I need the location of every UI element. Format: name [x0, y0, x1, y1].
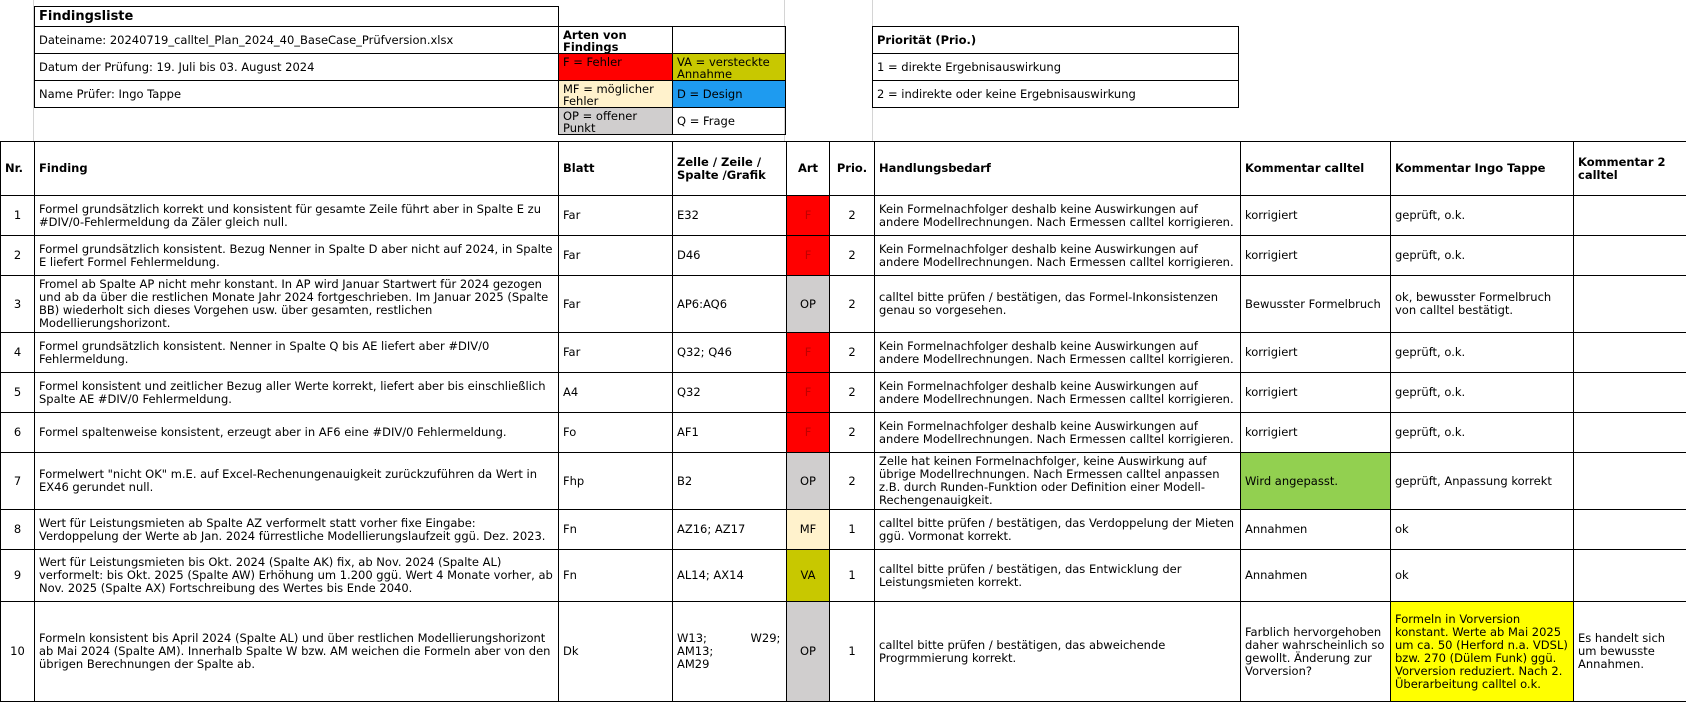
priority-1: 1 = direkte Ergebnisauswirkung — [872, 53, 1239, 81]
row-prio: 2 — [830, 453, 875, 510]
row-nr: 5 — [1, 373, 35, 413]
row-kommentar-tappe: ok — [1391, 510, 1574, 550]
row-kommentar-tappe: Formeln in Vorversion konstant. Werte ab Mai 2025 um ca. 50 (Herford n.a. VDSL) bzw. 270 (Dülem Funk) ggü. Vorversion reduziert. Nach 2. Überarbeitung calltel o.k. — [1391, 602, 1574, 702]
row-finding: Formel grundsätzlich konsistent. Bezug Nenner in Spalte D aber nicht auf 2024, in Spalte E liefert Formel Fehlermeldung. — [35, 236, 559, 276]
row-handlung: calltel bitte prüfen / bestätigen, das Verdoppelung der Mieten ggü. Vormonat korrekt. — [875, 510, 1241, 550]
col-header-handlung: Handlungsbedarf — [875, 142, 1241, 196]
table-row — [1, 333, 1686, 373]
table-row — [1, 413, 1686, 453]
row-blatt: Far — [559, 333, 673, 373]
row-art: VA — [787, 550, 830, 602]
row-nr: 6 — [1, 413, 35, 453]
table-row — [1, 602, 1686, 702]
col-header-blatt: Blatt — [559, 142, 673, 196]
row-handlung: calltel bitte prüfen / bestätigen, das abweichende Progrmmierung korrekt. — [875, 602, 1241, 702]
row-kommentar2-calltel — [1574, 196, 1686, 236]
row-zelle: AF1 — [673, 413, 787, 453]
sheet-title: Findingsliste — [34, 6, 559, 27]
row-finding: Fromel ab Spalte AP nicht mehr konstant. In AP wird Januar Startwert für 2024 gezogen und ab da über die restlichen Monate Jahr 2024 fortgeschrieben. Im Januar 2025 (Spalte BB) wiederholt sich dieses Vorgehen usw. über gesamten, restlichen Modellierungshorizont. — [35, 276, 559, 333]
row-art: F — [787, 373, 830, 413]
row-handlung: Kein Formelnachfolger deshalb keine Auswirkungen auf andere Modellrechnungen. Nach Ermessen calltel korrigieren. — [875, 373, 1241, 413]
table-row — [1, 453, 1686, 510]
row-art: MF — [787, 510, 830, 550]
row-kommentar-tappe: geprüft, o.k. — [1391, 333, 1574, 373]
row-kommentar2-calltel: Es handelt sich um bewusste Annahmen. — [1574, 602, 1686, 702]
row-blatt: Dk — [559, 602, 673, 702]
finding-types-title-spacer — [672, 26, 786, 54]
row-finding: Formeln konsistent bis April 2024 (Spalte AL) und über restlichen Modellierungshorizont ab Mai 2024 (Spalte AM). Innerhalb Spalte W bzw. AM weichen die Formeln aber von den übrigen Berechnungen der Spalte ab. — [35, 602, 559, 702]
reviewer-name: Name Prüfer: Ingo Tappe — [34, 80, 559, 108]
row-nr: 7 — [1, 453, 35, 510]
row-nr: 10 — [1, 602, 35, 702]
row-blatt: Fo — [559, 413, 673, 453]
row-zelle: AL14; AX14 — [673, 550, 787, 602]
review-date: Datum der Prüfung: 19. Juli bis 03. August 2024 — [34, 53, 559, 81]
row-art: F — [787, 413, 830, 453]
col-header-kommentar-calltel: Kommentar calltel — [1241, 142, 1391, 196]
finding-types-title: Arten von Findings — [558, 26, 673, 54]
row-kommentar-calltel: korrigiert — [1241, 373, 1391, 413]
row-kommentar-tappe: ok, bewusster Formelbruch von calltel bestätigt. — [1391, 276, 1574, 333]
priority-2: 2 = indirekte oder keine Ergebnisauswirkung — [872, 80, 1239, 108]
row-nr: 9 — [1, 550, 35, 602]
row-finding: Formel spaltenweise konsistent, erzeugt aber in AF6 eine #DIV/0 Fehlermeldung. — [35, 413, 559, 453]
row-handlung: calltel bitte prüfen / bestätigen, das Formel-Inkonsistenzen genau so vorgesehen. — [875, 276, 1241, 333]
row-handlung: Kein Formelnachfolger deshalb keine Auswirkungen auf andere Modellrechnungen. Nach Ermessen calltel korrigieren. — [875, 333, 1241, 373]
table-row — [1, 550, 1686, 602]
row-zelle: AZ16; AZ17 — [673, 510, 787, 550]
legend-q: Q = Frage — [672, 107, 786, 135]
row-kommentar-calltel: Bewusster Formelbruch — [1241, 276, 1391, 333]
col-header-kommentar2-calltel: Kommentar 2 calltel — [1574, 142, 1686, 196]
row-kommentar2-calltel — [1574, 236, 1686, 276]
row-kommentar2-calltel — [1574, 413, 1686, 453]
table-row — [1, 196, 1686, 236]
row-finding: Formel grundsätzlich korrekt und konsistent für gesamte Zeile führt aber in Spalte E zu #DIV/0-Fehlermeldung da Zäler gleich null. — [35, 196, 559, 236]
row-kommentar-calltel: Annahmen — [1241, 550, 1391, 602]
row-kommentar-tappe: geprüft, o.k. — [1391, 373, 1574, 413]
row-handlung: calltel bitte prüfen / bestätigen, das Entwicklung der Leistungsmieten korrekt. — [875, 550, 1241, 602]
col-header-kommentar-tappe: Kommentar Ingo Tappe — [1391, 142, 1574, 196]
row-zelle: E32 — [673, 196, 787, 236]
row-kommentar2-calltel — [1574, 453, 1686, 510]
row-zelle: Q32 — [673, 373, 787, 413]
row-nr: 2 — [1, 236, 35, 276]
row-kommentar2-calltel — [1574, 276, 1686, 333]
file-name: Dateiname: 20240719_calltel_Plan_2024_40_BaseCase_Prüfversion.xlsx — [34, 26, 559, 54]
legend-d: D = Design — [672, 80, 786, 108]
row-kommentar-calltel: korrigiert — [1241, 413, 1391, 453]
row-blatt: Fn — [559, 510, 673, 550]
col-header-nr: Nr. — [1, 142, 35, 196]
row-art: OP — [787, 276, 830, 333]
row-prio: 1 — [830, 550, 875, 602]
table-row — [1, 373, 1686, 413]
row-kommentar2-calltel — [1574, 333, 1686, 373]
row-nr: 3 — [1, 276, 35, 333]
row-nr: 8 — [1, 510, 35, 550]
row-art: F — [787, 236, 830, 276]
col-header-art: Art — [787, 142, 830, 196]
legend-f: F = Fehler — [558, 53, 673, 81]
row-finding: Wert für Leistungsmieten ab Spalte AZ verformelt statt vorher fixe Eingabe: Verdoppelung der Werte ab Jan. 2024 fürrestliche Modellierungslaufzeit ggü. Dez. 2023. — [35, 510, 559, 550]
row-kommentar-calltel: korrigiert — [1241, 236, 1391, 276]
row-handlung: Kein Formelnachfolger deshalb keine Auswirkungen auf andere Modellrechnungen. Nach Ermessen calltel korrigieren. — [875, 413, 1241, 453]
row-zelle: W13; W29; AM13; AM29 — [673, 602, 787, 702]
row-prio: 2 — [830, 276, 875, 333]
row-kommentar-tappe: ok — [1391, 550, 1574, 602]
row-kommentar-tappe: geprüft, o.k. — [1391, 196, 1574, 236]
table-row — [1, 276, 1686, 333]
legend-op: OP = offener Punkt — [558, 107, 673, 135]
row-art: F — [787, 196, 830, 236]
row-kommentar-calltel: Wird angepasst. — [1241, 453, 1391, 510]
row-zelle: Q32; Q46 — [673, 333, 787, 373]
row-kommentar-calltel: Annahmen — [1241, 510, 1391, 550]
row-blatt: Far — [559, 276, 673, 333]
legend-mf: MF = möglicher Fehler — [558, 80, 673, 108]
row-art: F — [787, 333, 830, 373]
row-finding: Formel grundsätzlich konsistent. Nenner in Spalte Q bis AE liefert aber #DIV/0 Fehlermeldung. — [35, 333, 559, 373]
row-blatt: Far — [559, 196, 673, 236]
row-kommentar-calltel: korrigiert — [1241, 196, 1391, 236]
findings-table — [0, 141, 1686, 702]
row-blatt: Fn — [559, 550, 673, 602]
row-kommentar2-calltel — [1574, 373, 1686, 413]
col-header-finding: Finding — [35, 142, 559, 196]
row-prio: 1 — [830, 510, 875, 550]
row-finding: Wert für Leistungsmieten bis Okt. 2024 (Spalte AK) fix, ab Nov. 2024 (Spalte AL) verformelt: bis Okt. 2025 (Spalte AW) Erhöhung um 1.200 ggü. Wert 4 Monate vorher, ab Nov. 2025 (Spalte AX) Fortschreibung des Wertes bis Ende 2040. — [35, 550, 559, 602]
row-handlung: Zelle hat keinen Formelnachfolger, keine Auswirkung auf übrige Modellrechnungen. Nach Ermessen calltel anpassen z.B. durch Runden-Funktion oder Definition einer Modell-Rechengenauigkeit. — [875, 453, 1241, 510]
row-finding: Formelwert "nicht OK" m.E. auf Excel-Rechenungenauigkeit zurückzuführen da Wert in EX46 gerundet null. — [35, 453, 559, 510]
row-blatt: A4 — [559, 373, 673, 413]
row-handlung: Kein Formelnachfolger deshalb keine Auswirkungen auf andere Modellrechnungen. Nach Ermessen calltel korrigieren. — [875, 196, 1241, 236]
row-kommentar-tappe: geprüft, o.k. — [1391, 413, 1574, 453]
table-row — [1, 510, 1686, 550]
row-art: OP — [787, 453, 830, 510]
row-art: OP — [787, 602, 830, 702]
legend-va: VA = versteckte Annahme — [672, 53, 786, 81]
table-row — [1, 236, 1686, 276]
row-zelle: B2 — [673, 453, 787, 510]
table-header-row — [1, 142, 1686, 196]
row-blatt: Far — [559, 236, 673, 276]
row-kommentar2-calltel — [1574, 510, 1686, 550]
row-prio: 2 — [830, 333, 875, 373]
row-prio: 2 — [830, 373, 875, 413]
row-zelle: D46 — [673, 236, 787, 276]
row-prio: 2 — [830, 196, 875, 236]
row-handlung: Kein Formelnachfolger deshalb keine Auswirkungen auf andere Modellrechnungen. Nach Ermessen calltel korrigieren. — [875, 236, 1241, 276]
row-nr: 4 — [1, 333, 35, 373]
row-prio: 1 — [830, 602, 875, 702]
row-nr: 1 — [1, 196, 35, 236]
row-finding: Formel konsistent und zeitlicher Bezug aller Werte korrekt, liefert aber bis einschließlich Spalte AE #DIV/0 Fehlermeldung. — [35, 373, 559, 413]
priority-title: Priorität (Prio.) — [872, 26, 1239, 54]
row-kommentar2-calltel — [1574, 550, 1686, 602]
col-header-prio: Prio. — [830, 142, 875, 196]
row-kommentar-tappe: geprüft, o.k. — [1391, 236, 1574, 276]
row-blatt: Fhp — [559, 453, 673, 510]
row-kommentar-tappe: geprüft, Anpassung korrekt — [1391, 453, 1574, 510]
row-prio: 2 — [830, 236, 875, 276]
row-kommentar-calltel: Farblich hervorgehoben daher wahrscheinlich so gewollt. Änderung zur Vorversion? — [1241, 602, 1391, 702]
row-zelle: AP6:AQ6 — [673, 276, 787, 333]
row-prio: 2 — [830, 413, 875, 453]
row-kommentar-calltel: korrigiert — [1241, 333, 1391, 373]
col-header-zelle: Zelle / Zeile / Spalte /Grafik — [673, 142, 787, 196]
